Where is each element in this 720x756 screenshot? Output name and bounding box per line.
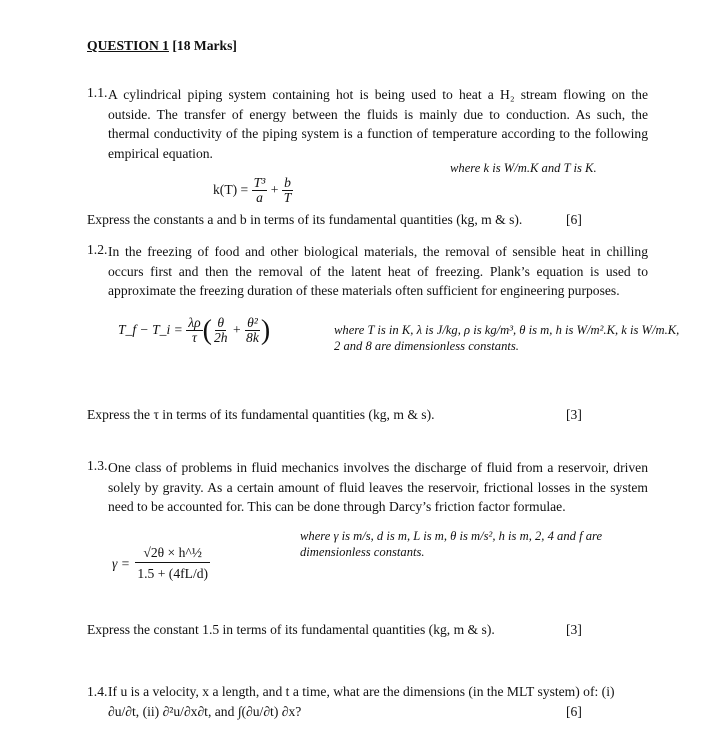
q1-1-text: A cylindrical piping system containing hot is being used to heat a H₂ stream flowing on the outside. The transfer of energy between the fluids is mainly due to conduction. As such, the thermal conductivity of the piping system is a function of temperature according to the following empirical equation. (108, 87, 648, 161)
q1-4-text-line1: If u is a velocity, x a length, and t a time, what are the dimensions (in the MLT system) of: (i) (108, 684, 615, 699)
q1-1-eq-plus: + (270, 181, 279, 197)
q1-3-mark: [3] (566, 622, 582, 637)
q1-4-text-line2: ∂u/∂t, (ii) ∂²u/∂x∂t, and ∫(∂u/∂t) ∂x? (108, 704, 302, 719)
q1-2-number: 1.2. (87, 242, 108, 257)
q1-2-eq-t1-num: θ (217, 315, 225, 330)
q1-1-eq-num1: T³ (253, 175, 266, 190)
q1-1-where: where k is W/m.K and T is K. (450, 161, 597, 175)
q1-2-eq-t2-den: 8k (246, 330, 259, 346)
q1-2-open-paren: ( (202, 314, 212, 346)
q1-3-task: Express the constant 1.5 in terms of its fundamental quantities (kg, m & s). (87, 622, 495, 637)
q1-1-eq-frac1 (252, 176, 268, 206)
q1-1-eq-lhs: k(T) = (213, 181, 249, 197)
q1-2-eq-term1 (212, 316, 230, 346)
q1-3-equation (112, 546, 212, 582)
q1-3-eq-num: √2θ × h^½ (135, 546, 210, 563)
q1-3-text: One class of problems in fluid mechanics involves the discharge of fluid from a reservoir, driven solely by gravity. As a certain amount of fluid leaves the reservoir, frictional losses in the system need to be accounted for. This can be done through Darcy’s friction factor formulae. (108, 460, 648, 514)
q1-2-eq-term2 (244, 316, 261, 346)
q1-1-eq-frac2 (282, 176, 294, 206)
q1-2-eq-frac-num: λρ (188, 315, 201, 330)
q1-1-eq-den1: a (256, 190, 263, 206)
q1-2-eq-frac (186, 316, 202, 346)
q1-4-number: 1.4. (87, 684, 108, 699)
q1-2-eq-frac-den: τ (191, 330, 197, 346)
question-marks: [18 Marks] (168, 38, 237, 53)
q1-2-eq-t1-den: 2h (213, 330, 228, 346)
q1-2-where: where T is in K, λ is J/kg, ρ is kg/m³, θ is m, h is W/m².K, k is W/m.K, 2 and 8 are dimensionless constants. (334, 323, 680, 353)
q1-3-eq-den: 1.5 + (4fL/d) (137, 566, 209, 582)
question-title: QUESTION 1 (87, 38, 169, 53)
q1-2-eq-plus: + (232, 321, 241, 337)
q1-3-eq-lhs: γ = (112, 555, 130, 571)
q1-3-where: where γ is m/s, d is m, L is m, θ is m/s², h is m, 2, 4 and f are dimensionless constants. (300, 529, 603, 559)
q1-1-number: 1.1. (87, 85, 108, 100)
q1-2-mark: [3] (566, 407, 582, 422)
q1-2-equation (118, 316, 270, 346)
q1-1-eq-den2: T (283, 190, 292, 206)
q1-1-equation (213, 176, 293, 206)
q1-2-eq-lhs: T_f − T_i = (118, 321, 183, 337)
q1-1-eq-num2: b (284, 175, 291, 190)
q1-2-eq-t2-num: θ² (247, 315, 258, 330)
q1-2-close-paren: ) (260, 314, 271, 346)
q1-1-task: Express the constants a and b in terms of its fundamental quantities (kg, m & s). (87, 212, 523, 227)
q1-2-task: Express the τ in terms of its fundamental quantities (kg, m & s). (87, 407, 435, 422)
q1-3-eq-frac (133, 546, 212, 582)
question-heading (87, 38, 237, 54)
q1-4-mark: [6] (566, 704, 582, 719)
q1-1-mark: [6] (566, 212, 582, 227)
q1-2-text: In the freezing of food and other biological materials, the removal of sensible heat in chilling occurs first and then the removal of the latent heat of freezing. Plank’s equation is used to approximate the freezing duration of these materials often sufficient for engineering purposes. (108, 244, 648, 298)
q1-3-number: 1.3. (87, 458, 108, 473)
